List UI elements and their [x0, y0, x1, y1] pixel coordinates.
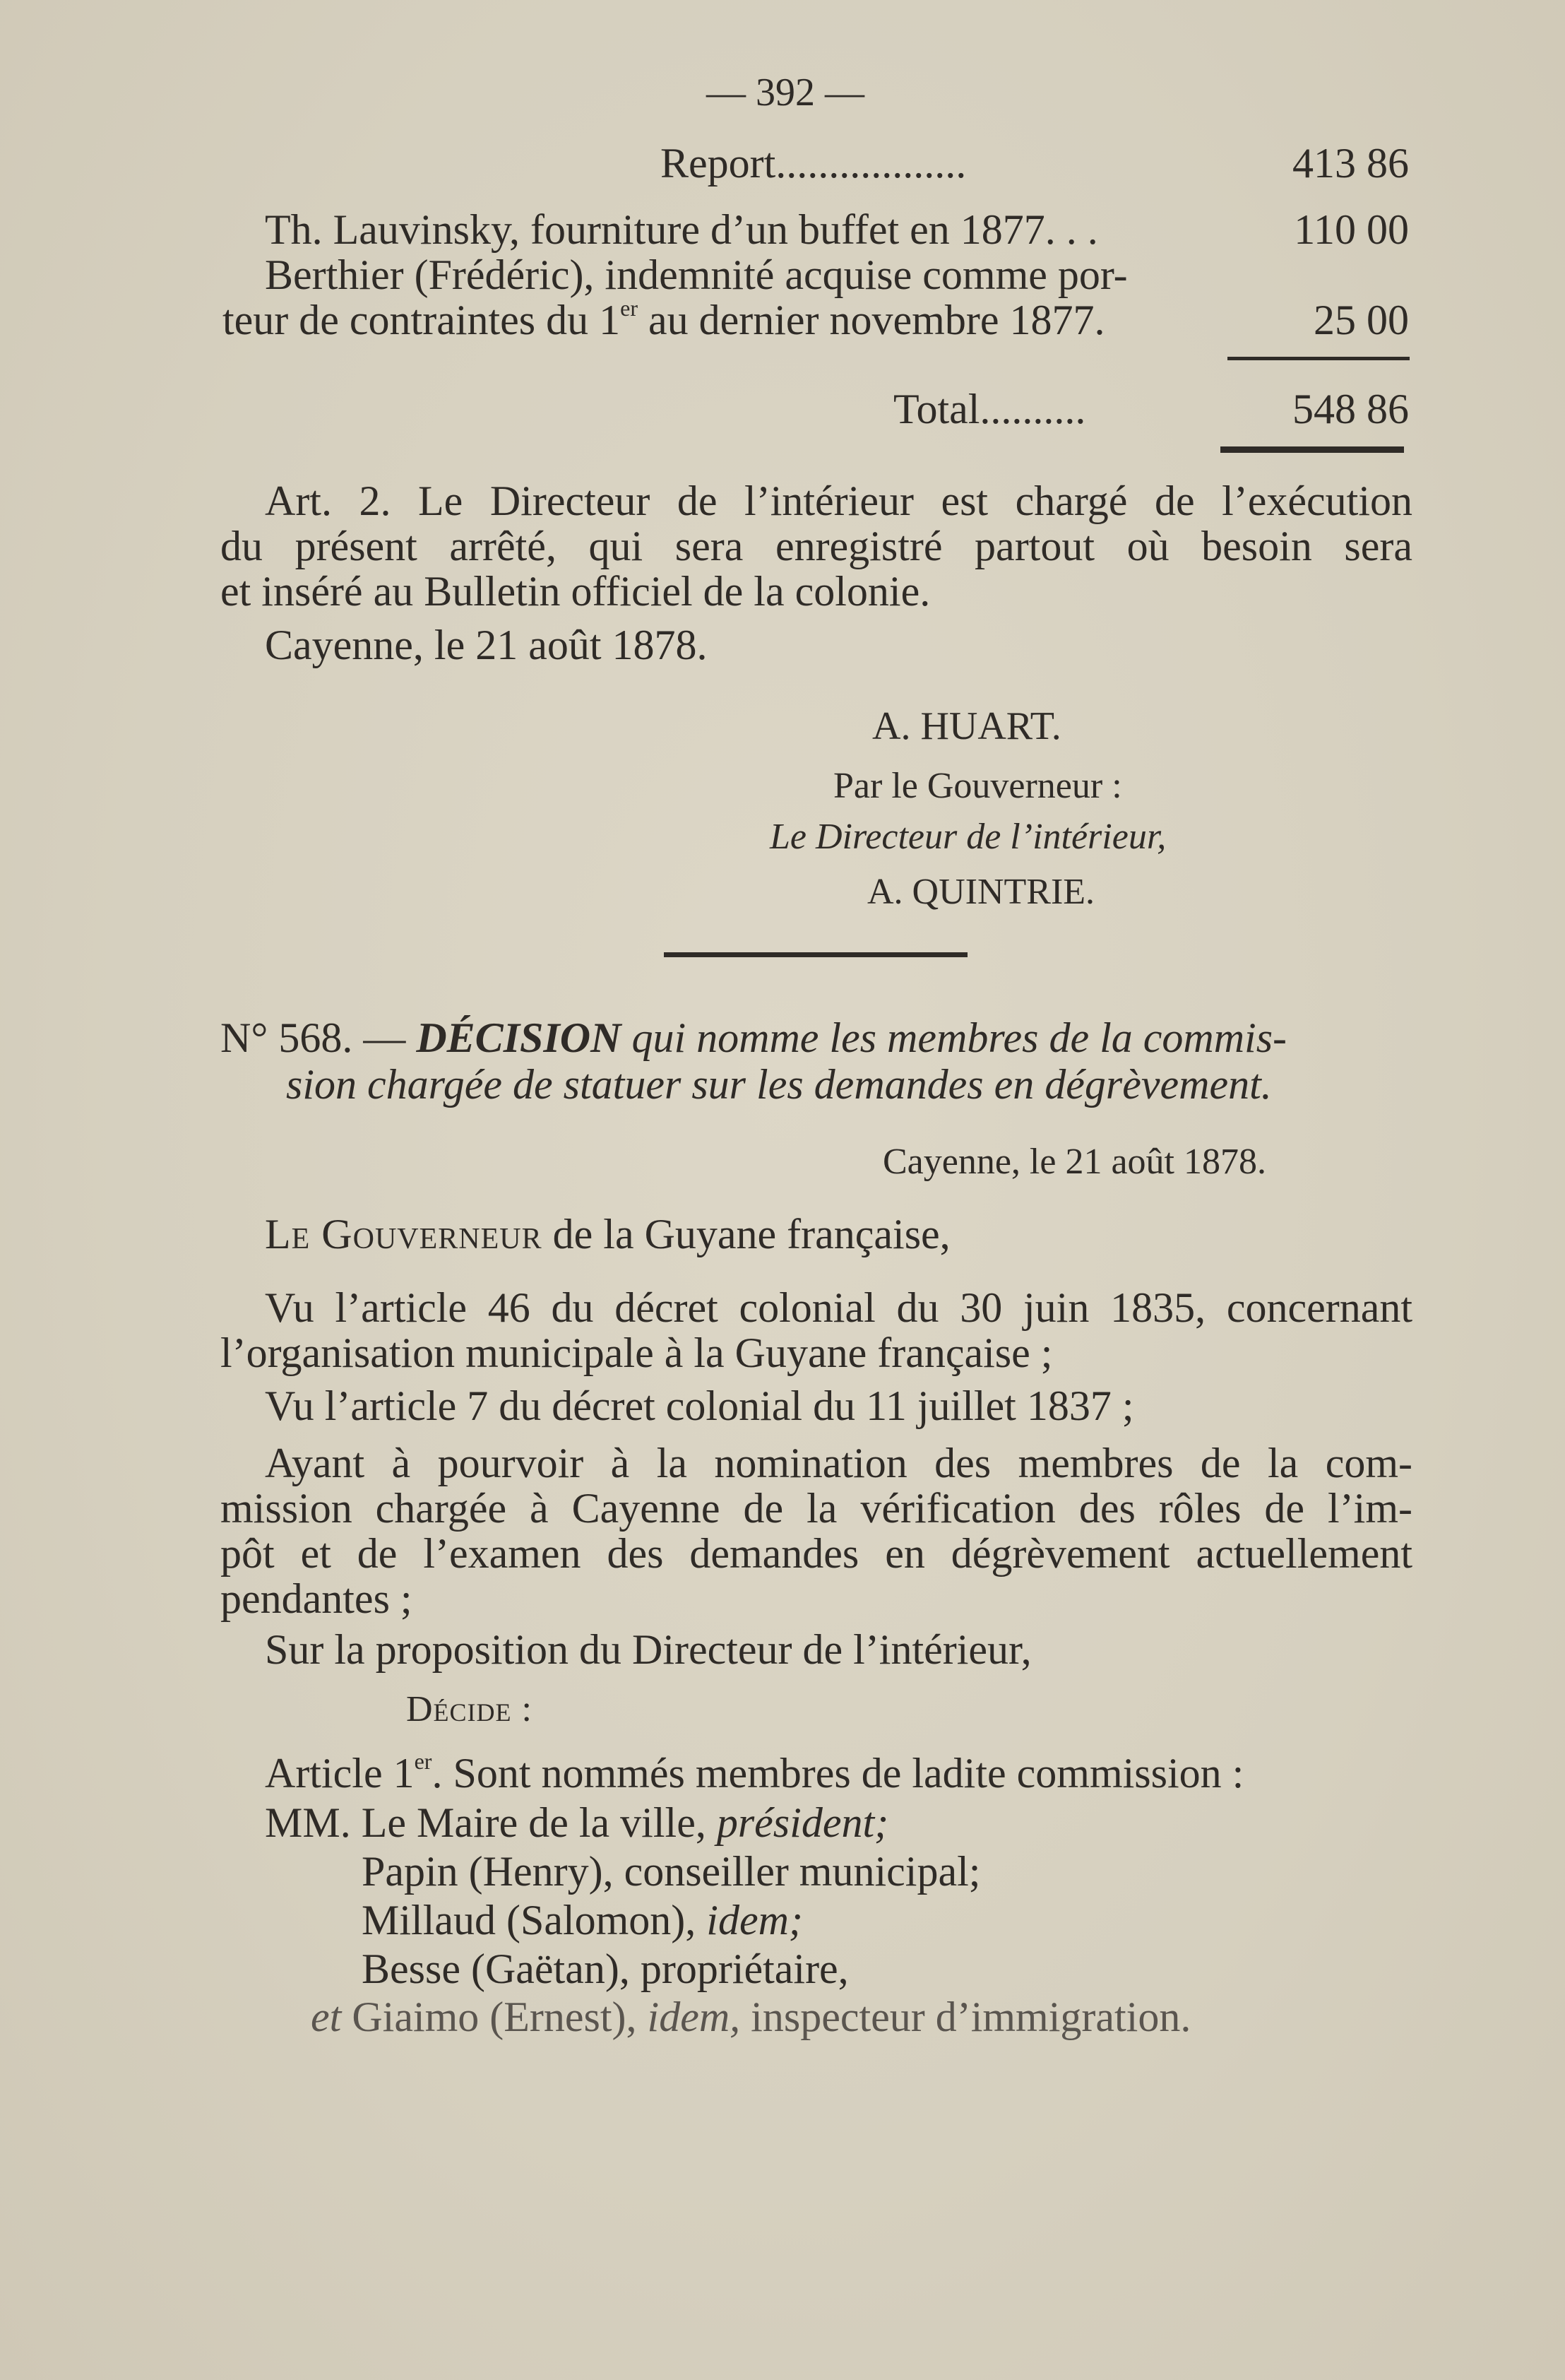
signature-quintrie: A. QUINTRIE.	[867, 872, 1095, 912]
article2-line3: et inséré au Bulletin officiel de la colonie.	[220, 568, 931, 615]
vu1-line2: l’organisation municipale à la Guyane française ;	[220, 1330, 1053, 1376]
member-2: Papin (Henry), conseiller municipal;	[362, 1848, 981, 1895]
ledger-item-2-line2: teur de contraintes du 1er au dernier novembre 1877.	[222, 295, 1105, 343]
decision-heading-line1	[220, 1013, 1287, 1062]
member-5: et Giaimo (Ernest), idem, inspecteur d’immigration.	[311, 1994, 1191, 2040]
directeur-title: Le Directeur de l’intérieur,	[770, 817, 1167, 857]
ledger-item-1: Th. Lauvinsky, fourniture d’un buffet en 1877. . .	[265, 206, 1098, 253]
article2-line1: Art. 2. Le Directeur de l’intérieur est chargé de l’exécution	[265, 478, 1412, 524]
article1-line: Article 1er. Sont nommés membres de ladite commission :	[265, 1748, 1244, 1796]
vu2-line: Vu l’article 7 du décret colonial du 11 juillet 1837 ;	[265, 1383, 1134, 1429]
decision-date: Cayenne, le 21 août 1878.	[883, 1142, 1266, 1182]
ayant-line3: pôt et de l’examen des demandes en dégrèvement actuellement	[220, 1530, 1412, 1577]
report-label: Report..................	[660, 140, 967, 187]
signing-date: Cayenne, le 21 août 1878.	[265, 622, 708, 668]
decision-heading-line2: sion chargée de statuer sur les demandes en dégrèvement.	[286, 1061, 1272, 1108]
article2-line2: du présent arrêté, qui sera enregistré partout où besoin sera	[220, 523, 1412, 569]
section-divider	[664, 952, 968, 957]
ledger-item-2-line1: Berthier (Frédéric), indemnité acquise comme por-	[265, 251, 1128, 298]
par-le-gouverneur: Par le Gouverneur :	[833, 766, 1122, 806]
decision-number: N° 568. —	[220, 1014, 406, 1061]
vu1-line1: Vu l’article 46 du décret colonial du 30 juin 1835, concernant	[265, 1284, 1412, 1331]
member-3: Millaud (Salomon), idem;	[362, 1897, 803, 1943]
decision-word: DÉCISION	[416, 1014, 621, 1061]
signature-huart: A. HUART.	[872, 704, 1061, 748]
total-amount: 548 86	[1292, 386, 1409, 432]
le-gouverneur: Le Gouverneur	[265, 1211, 542, 1257]
member-1: MM. Le Maire de la ville, président;	[265, 1799, 889, 1846]
sur-la-proposition: Sur la proposition du Directeur de l’intérieur,	[265, 1626, 1032, 1673]
gouverneur-line: Le Gouverneur de la Guyane française,	[265, 1211, 951, 1257]
report-amount: 413 86	[1292, 140, 1409, 187]
ayant-line1: Ayant à pourvoir à la nomination des membres de la com-	[265, 1440, 1412, 1486]
decision-heading-rest: qui nomme les membres de la commis-	[631, 1014, 1287, 1061]
total-rule	[1220, 446, 1404, 453]
subtotal-rule	[1227, 357, 1410, 360]
ledger-item-1-amount: 110 00	[1294, 206, 1409, 253]
ledger-item-2-amount: 25 00	[1314, 297, 1409, 343]
member-4: Besse (Gaëtan), propriétaire,	[362, 1946, 849, 1992]
total-label: Total..........	[893, 386, 1086, 432]
page-number: — 392 —	[706, 71, 864, 114]
ayant-line4: pendantes ;	[220, 1575, 412, 1622]
decide-label: Décide :	[406, 1689, 532, 1729]
ayant-line2: mission chargée à Cayenne de la vérification des rôles de l’im-	[220, 1485, 1412, 1532]
